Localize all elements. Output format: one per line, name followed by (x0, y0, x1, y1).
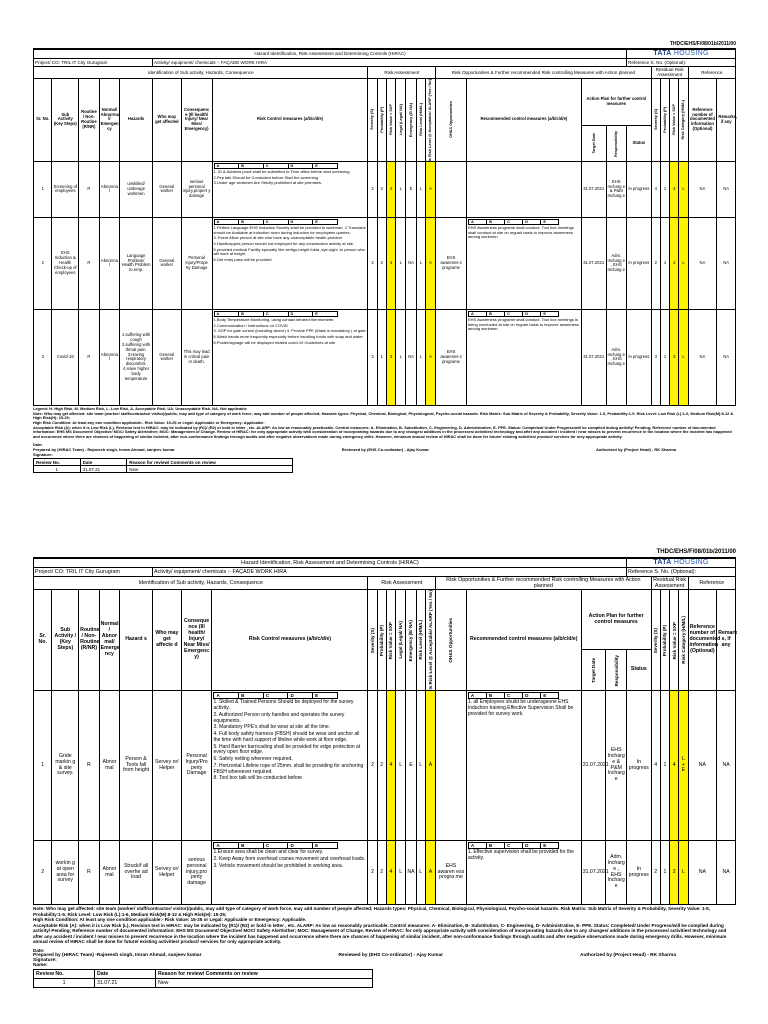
col-probability: Probability (P) (377, 78, 386, 161)
col-risk-value: Risk Value = SXP (386, 590, 395, 691)
review-table: Review No. Date Reason for review/ Comments on review 1 31.07.21 New (33, 969, 373, 988)
control-hierarchy-strip: A B C D E (214, 311, 338, 317)
recommended-hierarchy-strip: A B C D E (468, 311, 560, 317)
project-name: Project/ CO: TRIL IT City Gurugram (34, 59, 153, 67)
col-res-severity: Severity (S) (651, 78, 660, 161)
col-acceptable: Is Risk Level @ Acceptable/ ALARP (Yes / No) (425, 78, 435, 161)
col-normal: Normal/ Abnorma l/ Emergen cy (99, 78, 120, 161)
project-name: Project/ CO: TRIL IT City Gurugram (34, 568, 153, 577)
control-hierarchy-strip: A B C D E (214, 219, 338, 225)
action-plan-header: Action Plan for further control measures (581, 78, 651, 126)
activity-name: Activity/ equipment/ chemicals :- FAÇADE WORK HIRA (153, 59, 627, 67)
risk-opportunities-header: Risk Opportunities & Further recommended Risk controlling Measures with Action planned (436, 67, 652, 79)
hirac-table (33, 49, 736, 406)
col-risk-level: Risk Level (H/M/L) (416, 78, 425, 161)
col-normal: Normal / Abnor mal/ Emerge ncy (99, 590, 120, 691)
hirac-sheet-1 (33, 40, 736, 473)
col-sub-activity: Sub Activity / (Key Steps) (52, 590, 79, 691)
col-status: Status (627, 650, 652, 691)
col-res-probability: Probability (P) (660, 590, 669, 691)
col-ohs-opportunities: OH&S Opportunities (436, 78, 467, 161)
col-routine: Routine / Non-Routine (R/NR) (79, 78, 100, 161)
signoff-line: Prepared by (HIRAC Team) -Rajneesh singh, Imran Ahmad, sanjeev kumar Reviewed by (EHS Co-ordinator) - Ajay Kumar Authorized by (Project Head) - RK Sharma (33, 953, 676, 958)
col-risk-control: Risk Control measures (a/b/c/d/e) (212, 78, 368, 161)
col-status: Status (627, 126, 652, 162)
doc-number: THDC/EHS/F/08/01b/2011/00 (33, 40, 736, 49)
col-res-probability: Probability (P) (660, 78, 669, 161)
col-target-date: Target Date (581, 650, 606, 691)
table-row: 1 Gride markin g & site survey. R Abnor mal Person & Tools fall from height Servey or/ Helper Personal Injury/Pro perty Damage A B C D E 1. Skilled & Trained Persons Should be deployed for the survey activity. 2. Authorized Person only handles and operates the survey equipments. 3. Mandatory PPE's shall be wear at site all the time. 4. Full body safety harness (FBSH) should be wear and anchor all the time with hard support of lifeline while work at floor edge. 5. Hard Barrier barricading shall be provided for edge protection at every open floor edge. 6. Safety netting wherever required. 7. Horizontal Lifeline rope of 25mm. shall be providing for anchoring FBSH whereever required. 8. Tool box talk will be conducted before 2 2 4 L E L A A B C D E 1. all Employees shuild be underageone EHS Induction training.Effective Supervision Shall be provided for survey work. 31.07.2021 EHS Incharg e & P&M Incharg e In progress 4 1 4 L + E NA NA (34, 691, 736, 841)
control-hierarchy-strip: A B C D E (213, 842, 337, 849)
col-routine: Routine / Non-Routine (R/NR) (79, 590, 100, 691)
risk-assessment-header: Risk Assessment (368, 577, 436, 590)
reference-serial: Reference S. No. (Optional): (627, 568, 736, 577)
col-res-category: Risk Category (H/M/L) (679, 78, 688, 161)
name-label: Name: (33, 963, 48, 968)
col-srno: Sr. No. (34, 78, 52, 161)
control-hierarchy-strip: A B C D E (214, 163, 338, 169)
hirac-sheet-2 (33, 548, 736, 988)
col-consequence: Conseque nce (Ill health/ Injury/ Near Miss/ Emergenc y) (181, 590, 212, 691)
recommended-hierarchy-strip: A B C D E (468, 842, 560, 849)
signoff-line: Prepared by (HIRAC Team) - Rajneesh singh, Imran Ahmad, sanjeev kumar Reviewed by (EHS Co-ordinator) - Ajay Kumar Authorized by (Project Head) - RK Sharma (33, 447, 676, 453)
col-severity: Severity (S) (368, 78, 377, 161)
col-ohs-opportunities: OH&S Opportunities (436, 590, 467, 691)
col-remarks: Remarks, if any (717, 78, 736, 161)
residual-risk-header: Residual Risk Assessment (653, 577, 687, 590)
col-responsibility: Responsibility (606, 126, 627, 162)
col-who-affected: Who may get affecte d (152, 590, 181, 691)
col-severity: Severity (S) (368, 590, 377, 691)
identification-header: Identification of Sub activity, Hazards, Consequence (34, 577, 368, 590)
legend-notes: Legend: H- High Risk, M- Medium Risk, L- Low Risk, A- Acceptable Risk, UA- Unacceptable Risk, NA- Not applicable Note: Who may get affected: site team (worker/ staff/contractor/ visitor)/public, may add type of category of work force, may add number of people affected; Hazards types: Physical, Chemical, Biological, Physiological, Psycho-social hazards. Risk Matrix: Sub Matrix of Severity & Probability, Severity Value: 1-5, Probability:1-5. Risk Level: Low Risk (L):1-6, Medium Risk(M):8-12 & High Risk(H): 15-25; High Risk Condition: At least any one condition applicable:- Risk Value: 15-25 or Legal: Applicable or Emergency: Applicable. Acceptable Risk (A): when it is Low Risk (L), Revision text in HIRAC: may be indicated by (R1)/ (R2) or bold in letter , etc. ALARP: As low as reasonably practicable. Control measures: A- Elimination, B- Substitution, C- Engineering, D- Administrative, E- PPE. Status: Completed/ Under Progress/will be complied during activity/ Pending; Reference number of documented information: EHS MS Document/ Objective/ MOC/ Safety Alert/other; MOC: Management of Change. Review of HIRAC: for only appropriate activity with consideration of incorporating hazards due to any changes/ additions in the processes/ activities/ technology and after any accident / incident / near misses to prevent recurrence in the location where the incident has happened and occurrence where there are chances of happening of similar incident, after non-conformance findings through audits and after negative observations made during emergency drills. However, minimum annual review of HIRAC shall be done for future/ existing activities/ product/ services for only appropriate activity. (33, 405, 734, 440)
date-label: Date: (33, 947, 45, 953)
col-res-category: Risk Category (H/M/L) (679, 590, 688, 691)
col-emergency: Emergency (E/ NA) (406, 78, 416, 161)
identification-header: Identification of Sub activity, Hazards, Consequence (34, 67, 368, 79)
col-remarks: Remark s, if any (717, 590, 736, 691)
col-risk-level: Risk Level (H/M/L) (416, 590, 425, 691)
recommended-hierarchy-strip: A B C D E (468, 692, 560, 699)
residual-risk-header: Residual Risk Assessment (651, 67, 688, 79)
col-sub-activity: Sub Activity (Key Steps) (52, 78, 79, 161)
reference-header: Reference (688, 67, 735, 79)
col-responsibility: Responsibility (606, 650, 627, 691)
col-res-value: Risk Value = SXP (670, 590, 679, 691)
risk-assessment-header: Risk Assessment (368, 67, 436, 79)
col-hazards: Hazards (120, 78, 153, 161)
col-emergency: Emergency (E/ NA) (406, 590, 416, 691)
col-hazards: Hazard s (120, 590, 153, 691)
table-row: 3 Covid-19 R Abnorma l 1.suffering with cough 2.suffering with throat pain. 3.Having respiratory discomfort. 4.Have higher body temperature General worker This may lead in critical pain or death. A B C D E 1.Body Temperature Monitoring, using contact infrared thermometer. 2.Communication / Instructions on COVID 3. SOP for gate control (including above) 4. Provide PPE (Mask is mandatory ) at gate 5.Wash hands more frequently especially before handling foods with soap and water 6.Poster/signage will be displayed related covid-19 Guidelines at site 3 1 3 L NA L A EHS awarenes s programe A B C D E EHS Awareness programe shall conduct. Tool box meetings is being conducted at site on regualr basis to improve awareness among workmen. 31.07.2021 Adm. Incharg e , EHS Incharg e In progress 3 1 3 L NA NA (34, 309, 736, 405)
col-ref-number: Reference number of documented information (Optional) (688, 78, 717, 161)
col-risk-value: Risk Value = SXP (386, 78, 395, 161)
table-row: 2 EHS Induction & Health Check-up of employees R Abnorma l Language Problem/ Health Problem to emp. General worker Personal Injury/Prope rty Damage A B C D E 1.Perfect Language EHS Induction Society shall be provided to workman. 2.Translator should be Available at induction room during induction for employees queries. 3. Event Allow person at site who have any unacceptable health problem 4.Handicapped person should not employed for any construction activity at site. 5.provided medical Facility specially like vertigo,height fobia ,eye-sight ,to person who will work at height. 6.Get entry pass will be provided. 2 2 4 L NA L A EHS awarenes s programe A B C D E EHS Awareness programe shall conduct. Tool box meetings shall conduct at site on regualr basis to improve awareness among workmen. 31.07.2021 Adm. Incharg e , EHS Incharg e In progress 2 1 2 L NA NA (34, 217, 736, 309)
col-legal: Legal (Legal/ NA) (396, 78, 406, 161)
recommended-hierarchy-strip: A B C D E (468, 219, 560, 225)
col-srno: Sr. No. (34, 590, 52, 691)
brand-logo: TATA HOUSING (627, 50, 736, 59)
col-res-value: Risk Value = SXP (670, 78, 679, 161)
signature-label: Signature: (33, 452, 53, 458)
risk-opportunities-header: Risk Opportunities & Further recommended Risk controlling Measures with Action planned (436, 577, 652, 590)
date-label: Date: (33, 441, 43, 447)
col-recommended: Recommended control measures (a/b/c/d/e) (466, 590, 581, 691)
doc-number: THDC/EHS/F/08/01b/2011/00 (33, 548, 736, 558)
activity-name: Activity/ equipment/ chemicals :- FAÇADE WORK HIRA (152, 568, 626, 577)
table-title: Hazard Identification, Risk Assessment and Determining Controls (HIRAC) (34, 50, 627, 59)
control-hierarchy-strip: A B C D E (213, 692, 337, 699)
col-target-date: Target Date (581, 126, 606, 162)
col-acceptable: Is Risk Level @ Acceptable/ ALARP (Yes / No) (425, 590, 435, 691)
col-ref-number: Reference number of documented information (Optional) (688, 590, 717, 691)
review-table: Review No. Date Reason for review/ Comments on review 1 31.07.21 New (33, 458, 293, 473)
col-who-affected: Who may get affected (153, 78, 182, 161)
action-plan-header: Action Plan for further control measures (581, 590, 651, 650)
table-row: 2 workin g at open area for survey R Abnor mal Struck/f all overhe ad load Servey or/ Helper serious personal injury,pro perty damage A B C D E 1.Ensure area shall be clean and clear for survey. 2. Keep Away from overhead cranes movement and overhead loads. 3. Vehicle movement should be prohibited in working area. 2 2 4 L NA L A EHS awaren ess progra me A B C D E 1. Effective supervision shall be provided for the activity. 31.07.2021 Adm. Incharg e , EHS Incharg e In progress 2 1 2 L NA NA (34, 841, 736, 905)
col-res-severity: Severity (S) (651, 590, 660, 691)
reference-serial: Reference S. No. (Optional): (627, 59, 736, 67)
brand-logo: TATA HOUSING (627, 559, 736, 568)
col-probability: Probability (P) (377, 590, 386, 691)
table-row: 1 Screening of employees R Abnorma l unskilled/ underage workmen General worker serious personal injury,propert y damage A B C D E 1. ID & Address proof shall be submitted to Time office before start screening. 2.Pep talk Should be Conducted before Start the screening 3.Under age workmen Are Strictly prohibited at site premises. 2 2 4 L E L A 31.07.2021 EHS Incharg e & P&M Incharg e In progress 4 1 4 L NA NA (34, 161, 736, 217)
col-legal: Legal (Legal/ NA) (396, 590, 406, 691)
col-recommended: Recommended control measures (a/b/c/d/e) (466, 78, 581, 161)
signature-label: Signature: (33, 958, 57, 963)
hirac-table (33, 558, 736, 905)
reference-header: Reference (688, 577, 736, 590)
col-risk-control: Risk Control measures (a/b/c/d/e) (212, 590, 368, 691)
legend-notes: Note: Who may get affected: site team (worker/ staff/contractor/ visitor)/public, may add type of category of work force, may add number of people affected; Hazards types: Physical, Chemical, Biological, Physiological, Psycho-social hazards. Risk Matrix: Sub Matrix of Severity & Probability, Severity Value: 1-5, Probability:1-5. Risk Level: Low Risk (L):1-6, Medium Risk(M):8-12 & High Risk(H): 15-25; High Risk Condition: At least any one condition applicable:- Risk Value: 15-25 or Legal: Applicable or Emergency: Applicable. Acceptable Risk (A): when it is Low Risk (L), Revision text in HIRAC: may be indicated by (R1)/ (R2) or bold in letter , etc. ALARP: As low as reasonably practicable. Control measures: A- Elimination, B- Substitution, C- Engineering, D- Administrative, E- PPE. Status: Completed/ Under Progress/will be complied during activity/ Pending; Reference number of documented information: EHS MS Document/ Objective/ MOC/ Safety Alert/other; MOC: Management of Change. Review of HIRAC: for only appropriate activity with consideration of incorporating hazards due to any changes/ additions in the processes/ activities/ technology and after any accident / incident / near misses to prevent recurrence in the location where the incident has happened and occurrence where there are chances of happening of similar incident, after non-conformance findings through audits and after negative observations made during emergency drills. However, minimum annual review of HIRAC shall be done for future/ existing activities/ product/ services for only appropriate activity. (33, 906, 727, 944)
col-consequence: Consequenc e (Ill health/ Injury/ Near Miss/ Emergency) (181, 78, 212, 161)
table-title: Hazard Identification, Risk Assessment and Determining Controls (HIRAC) (34, 559, 627, 568)
